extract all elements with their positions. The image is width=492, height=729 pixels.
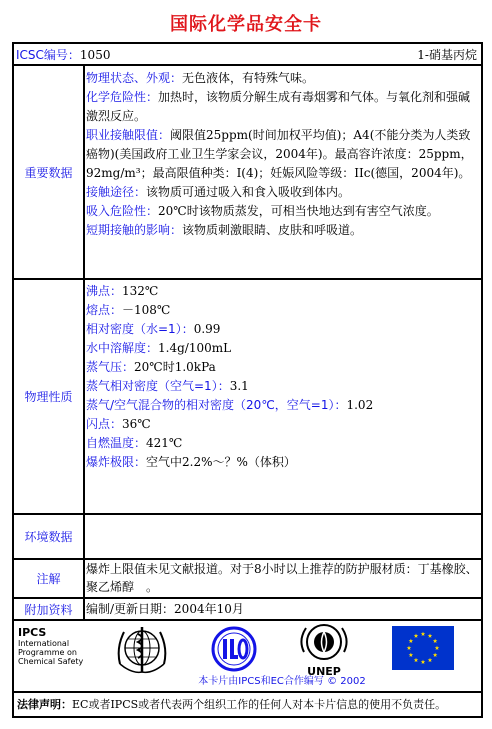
chemical-name: 1-硝基丙烷 (417, 48, 477, 62)
notes-label: 注解 (36, 572, 61, 586)
autoignition-key: 自燃温度： (86, 436, 147, 450)
icsc-number-row (16, 46, 216, 64)
exposure-route-key: 接触途径： (86, 185, 147, 199)
flash-point-key: 闪点： (86, 417, 123, 431)
eu-flag-icon (392, 626, 454, 670)
inhalation-risk-key: 吸入危险性： (86, 204, 159, 218)
icsc-number: 1050 (79, 48, 111, 62)
environment-label: 环境数据 (24, 530, 73, 544)
additional-info-label: 附加资料 (24, 602, 73, 617)
relative-density-value: 0.99 (193, 322, 221, 336)
boiling-point-value: 132℃ (122, 284, 159, 298)
divider (14, 619, 481, 621)
ipcs-line: Chemical Safety (18, 657, 84, 666)
ipcs-line: International (18, 639, 70, 648)
autoignition-value: 421℃ (146, 436, 183, 450)
chemical-hazard-value: 加热时，该物质分解生成有毒烟雾和气体。与氧化剂和强碱激烈反应。 (86, 90, 471, 123)
appearance-value: 无色液体，有特殊气味。 (182, 71, 315, 85)
vapour-density-key: 蒸气相对密度（空气=1）： (86, 379, 230, 393)
unep-emblem-icon (294, 622, 354, 666)
mixture-density-value: 1.02 (346, 398, 374, 412)
additional-info-content: 编制/更新日期：2004年10月 (86, 602, 244, 616)
explosive-limits-value: 空气中2.2%～？%（体积） (146, 455, 296, 469)
vapour-pressure-value: 20℃时1.0kPa (134, 360, 216, 374)
short-term-effects-value: 该物质刺激眼睛、皮肤和呼吸道。 (182, 223, 363, 237)
melting-point-value: －108℃ (122, 303, 171, 317)
important-data-label: 重要数据 (24, 165, 73, 180)
explosive-limits-key: 爆炸极限： (86, 455, 147, 469)
short-term-effects-key: 短期接触的影响： (86, 223, 183, 237)
exposure-limits-value: 阈限值25ppm(时间加权平均值)；A4(不能分类为人类致癌物)(美国政府工业卫生学家会议，2004年)。最高容许浓度：25ppm，92mg/m³；最高限值种类：I(4)；妊娠风险等级：IIc(德国，2004年)。 (86, 128, 473, 180)
vapour-pressure-key: 蒸气压： (86, 360, 135, 374)
divider (14, 691, 481, 693)
ipcs-line: Programme on (18, 648, 77, 657)
column-divider (83, 66, 85, 619)
appearance-key: 物理状态、外观： (86, 71, 183, 85)
logo-caption: 本卡片由IPCS和EC合作编写 © 2002 (198, 676, 366, 687)
icsc-card (12, 42, 483, 718)
important-data-content (86, 69, 478, 277)
inhalation-risk-value: 20℃时该物质蒸发，可相当快地达到有害空气浓度。 (158, 204, 439, 218)
boiling-point-key: 沸点： (86, 284, 123, 298)
ilo-emblem-icon (206, 624, 262, 676)
ipcs-logo (18, 626, 98, 676)
legal-text: EC或者IPCS或者代表两个组织工作的任何人对本卡片信息的使用不负责任。 (72, 698, 447, 711)
flash-point-value: 36℃ (122, 417, 151, 431)
melting-point-key: 熔点： (86, 303, 123, 317)
water-solubility-key: 水中溶解度： (86, 341, 159, 355)
physical-properties-content (86, 282, 478, 512)
relative-density-key: 相对密度（水=1）： (86, 322, 194, 336)
exposure-route-value: 该物质可通过吸入和食入吸收到体内。 (146, 185, 351, 199)
environment-content (86, 517, 478, 557)
vapour-density-value: 3.1 (229, 379, 249, 393)
icsc-label: ICSC编号： (16, 48, 80, 62)
legal-label: 法律声明： (17, 698, 72, 711)
ipcs-title: IPCS (18, 626, 47, 639)
physical-properties-label: 物理性质 (24, 390, 73, 404)
exposure-limits-key: 职业接触限值： (86, 128, 171, 142)
chemical-hazard-key: 化学危险性： (86, 90, 159, 104)
card-title: 国际化学品安全卡 (170, 14, 322, 35)
legal-notice (17, 694, 479, 716)
who-emblem-icon (114, 624, 170, 676)
unep-text: UNEP (307, 665, 341, 678)
notes-content: 爆炸上限值未见文献报道。对于8小时以上推荐的防护服材质：丁基橡胶、聚乙烯醇 。 (86, 562, 478, 594)
mixture-density-key: 蒸气/空气混合物的相对密度（20℃，空气=1）： (86, 398, 347, 412)
water-solubility-value: 1.4g/100mL (158, 341, 232, 355)
